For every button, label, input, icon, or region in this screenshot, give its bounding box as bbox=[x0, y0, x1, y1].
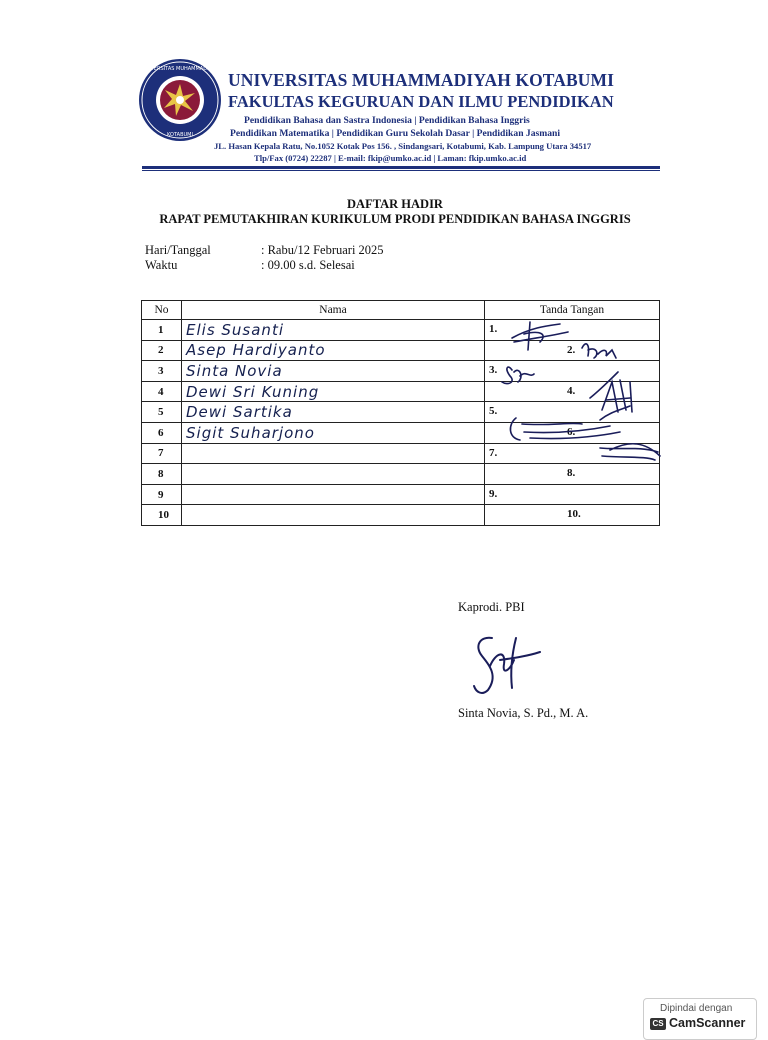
camscanner-brand: CamScanner bbox=[669, 1016, 746, 1030]
row-number: 9 bbox=[142, 484, 182, 505]
handwritten-name: Asep Hardiyanto bbox=[186, 341, 326, 360]
time-label: Waktu bbox=[145, 258, 178, 272]
signature-1 bbox=[512, 322, 568, 350]
row-name bbox=[182, 340, 485, 361]
row-signature-cell bbox=[485, 484, 660, 505]
programs-line-2: Pendidikan Matematika | Pendidikan Guru Sekolah Dasar | Pendidikan Jasmani bbox=[230, 128, 561, 139]
handwritten-name: Dewi Sri Kuning bbox=[186, 382, 320, 401]
signature-number: 8. bbox=[567, 467, 576, 480]
svg-text:UNIVERSITAS MUHAMMADIYAH: UNIVERSITAS MUHAMMADIYAH bbox=[141, 66, 219, 72]
svg-text:KOTABUMI: KOTABUMI bbox=[167, 132, 193, 138]
row-number: 7 bbox=[142, 443, 182, 464]
row-name bbox=[182, 402, 485, 423]
approver-position: Kaprodi. PBI bbox=[458, 600, 525, 614]
row-name bbox=[182, 422, 485, 443]
contact-line: Tlp/Fax (0724) 22287 | E-mail: fkip@umko.ac.id | Laman: fkip.umko.ac.id bbox=[254, 153, 527, 163]
signature-scribbles bbox=[490, 320, 665, 470]
row-name bbox=[182, 381, 485, 402]
signature-number: 6. bbox=[567, 425, 576, 438]
document-title: DAFTAR HADIR bbox=[347, 197, 443, 211]
approver-name: Sinta Novia, S. Pd., M. A. bbox=[458, 706, 589, 720]
row-number: 6 bbox=[142, 422, 182, 443]
approver-signature bbox=[470, 630, 544, 700]
handwritten-name: Dewi Sartika bbox=[186, 403, 293, 422]
signature-number: 3. bbox=[489, 364, 498, 377]
row-number: 10 bbox=[142, 505, 182, 526]
university-name: UNIVERSITAS MUHAMMADIYAH KOTABUMI bbox=[228, 70, 615, 90]
signature-5 bbox=[510, 406, 630, 440]
signature-number: 9. bbox=[489, 487, 498, 500]
time-value: : 09.00 s.d. Selesai bbox=[261, 258, 355, 272]
scanned-with-text: Dipindai dengan bbox=[660, 1003, 733, 1014]
address-line: JL. Hasan Kepala Ratu, No.1052 Kotak Pos 156. , Sindangsari, Kotabumi, Kab. Lampung Utara 34517 bbox=[214, 141, 592, 151]
day-date-label: Hari/Tanggal bbox=[145, 243, 211, 257]
handwritten-name: Sinta Novia bbox=[186, 361, 283, 380]
signature-number: 2. bbox=[567, 343, 576, 356]
university-logo bbox=[138, 58, 222, 142]
row-number: 2 bbox=[142, 340, 182, 361]
handwritten-name: Elis Susanti bbox=[186, 320, 284, 339]
letterhead-rule-thin bbox=[142, 170, 660, 171]
row-name bbox=[182, 320, 485, 341]
header-signature: Tanda Tangan bbox=[485, 301, 660, 320]
faculty-name: FAKULTAS KEGURUAN DAN ILMU PENDIDIKAN bbox=[228, 92, 614, 111]
table-row bbox=[142, 484, 660, 505]
row-number: 4 bbox=[142, 381, 182, 402]
signature-number: 1. bbox=[489, 323, 498, 335]
document-subtitle: RAPAT PEMUTAKHIRAN KURIKULUM PRODI PENDIDIKAN BAHASA INGGRIS bbox=[159, 212, 631, 226]
signature-number: 7. bbox=[489, 446, 498, 459]
header-no: No bbox=[142, 301, 182, 320]
row-number: 8 bbox=[142, 464, 182, 485]
row-name bbox=[182, 505, 485, 526]
row-name bbox=[182, 443, 485, 464]
row-name bbox=[182, 361, 485, 382]
signature-number: 4. bbox=[567, 384, 576, 397]
day-date-value: : Rabu/12 Februari 2025 bbox=[261, 243, 384, 257]
row-number: 1 bbox=[142, 320, 182, 341]
signature-number: 10. bbox=[567, 508, 581, 521]
table-header-row bbox=[142, 301, 660, 320]
row-signature-cell bbox=[485, 505, 660, 526]
header-name: Nama bbox=[182, 301, 485, 320]
row-number: 3 bbox=[142, 361, 182, 382]
signature-6 bbox=[600, 444, 660, 460]
row-name bbox=[182, 464, 485, 485]
letterhead-rule-thick bbox=[142, 166, 660, 169]
signature-2 bbox=[582, 344, 616, 358]
signature-number: 5. bbox=[489, 405, 498, 418]
programs-line-1: Pendidikan Bahasa dan Sastra Indonesia | Pendidikan Bahasa Inggris bbox=[244, 115, 530, 126]
camscanner-icon: CS bbox=[650, 1018, 666, 1030]
row-name bbox=[182, 484, 485, 505]
handwritten-name: Sigit Suharjono bbox=[186, 423, 315, 442]
signature-4 bbox=[590, 372, 632, 412]
camscanner-badge bbox=[643, 998, 757, 1040]
signature-3 bbox=[502, 367, 534, 383]
row-number: 5 bbox=[142, 402, 182, 423]
table-row bbox=[142, 505, 660, 526]
